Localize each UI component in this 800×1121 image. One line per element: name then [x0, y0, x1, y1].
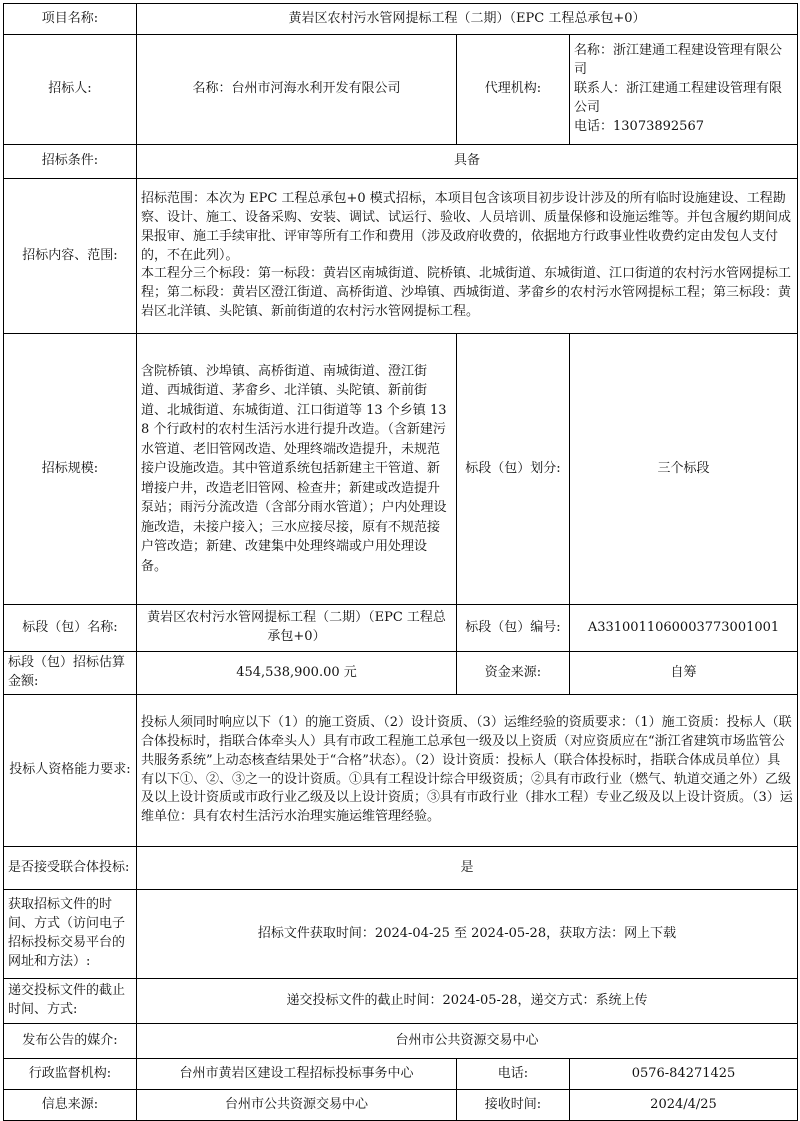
row-project-name [4, 4, 798, 35]
section-division-label: 标段（包）划分: [457, 334, 570, 605]
fund-source-label: 资金来源: [457, 652, 570, 695]
scope-value [137, 179, 798, 334]
row-scope [4, 179, 798, 334]
row-tenderer [4, 35, 798, 145]
scale-label: 招标规模: [4, 334, 137, 605]
tenderer-value: 名称：台州市河海水利开发有限公司 [137, 35, 457, 145]
agency-name: 名称：浙江建通工程建设管理有限公司 [574, 43, 783, 78]
row-media [4, 1024, 798, 1059]
scope-paragraph-2: 本工程分三个标段：第一标段：黄岩区南城街道、院桥镇、北城街道、东城街道、江口街道的农村污水管网提标工程；第二标段：黄岩区澄江街道、高桥街道、沙埠镇、西城街道、茅畲乡的农村污水管网提标工程；第三标段：黄岩区北洋镇、头陀镇、新前街道的农村污水管网提标工程。 [141, 266, 792, 320]
agency-details [570, 35, 798, 145]
media-label: 发布公告的媒介: [4, 1024, 137, 1059]
source-value: 台州市公共资源交易中心 [137, 1090, 457, 1121]
row-qualification [4, 695, 798, 847]
scope-paragraph-1: 招标范围：本次为 EPC 工程总承包+0 模式招标，本项目包含该项目初步设计涉及的所有临时设施建设、工程勘察、设计、施工、设备采购、安装、调试、试运行、验收、人员培训、质量保修和设施运维等。并包含履约期间成果报审、施工手续审批、评审等所有工作和费用（涉及政府收费的，依据地方行政事业性收费约定由发包人支付的，不在此列）。 [141, 191, 792, 263]
agency-label: 代理机构: [457, 35, 570, 145]
media-value: 台州市公共资源交易中心 [137, 1024, 798, 1059]
agency-contact: 联系人：浙江建通工程建设管理有限公司 [574, 81, 783, 115]
project-name-value: 黄岩区农村污水管网提标工程（二期）（EPC 工程总承包+0） [137, 4, 798, 35]
agency-phone: 电话：13073892567 [574, 118, 704, 134]
estimate-label: 标段（包）招标估算金额: [4, 652, 137, 695]
row-scale [4, 334, 798, 605]
supervision-phone-label: 电话: [457, 1059, 570, 1090]
tender-info-table [3, 3, 798, 1121]
deadline-value: 递交投标文件的截止时间：2024-05-28，递交方式：系统上传 [137, 979, 798, 1024]
fund-source-value: 自筹 [570, 652, 798, 695]
deadline-label: 递交投标文件的截止时间、方式: [4, 979, 137, 1024]
qualification-value: 投标人须同时响应以下（1）的施工资质、（2）设计资质、（3）运维经验的资质要求：（1）施工资质：投标人（联合体投标时，指联合体牵头人）具有市政工程施工总承包一级及以上资质（对应资质应在“浙江省建筑市场监管公共服务系统”上动态核查结果处于“合格”状态）。（2）设计资质：投标人（联合体投标时，指联合体成员单位）具有以下①、②、③之一的设计资质。①具有工程设计综合甲级资质；②具有市政行业（燃气、轨道交通之外）乙级及以上设计资质或市政行业乙级及以上设计资质；③具有市政行业（排水工程）专业乙级及以上设计资质。（3）运维单位：具有农村生活污水治理实施运维管理经验。 [137, 695, 798, 847]
row-obtain [4, 890, 798, 979]
row-estimate [4, 652, 798, 695]
supervision-label: 行政监督机构: [4, 1059, 137, 1090]
section-name-value: 黄岩区农村污水管网提标工程（二期）（EPC 工程总承包+0） [137, 605, 457, 652]
row-section-name [4, 605, 798, 652]
source-label: 信息来源: [4, 1090, 137, 1121]
row-source [4, 1090, 798, 1121]
row-deadline [4, 979, 798, 1024]
scale-value: 含院桥镇、沙埠镇、高桥街道、南城街道、澄江街道、西城街道、茅畲乡、北洋镇、头陀镇、新前街道、北城街道、东城街道、江口街道等 13 个乡镇 138 个行政村的农村生活污水进行提升改造。（含新建污水管道、老旧管网改造、处理终端改造提升，未规范接户设施改造。其中管道系统包括新建主干管道、新增接户井，改造老旧管网、检查井；新建或改造提升泵站；雨污分流改造（含部分雨水管道）；户内处理设施改造，未接户接入；三水应接尽接，原有不规范接户管改造；新建、改建集中处理终端或户用处理设备。 [137, 334, 457, 605]
qualification-label: 投标人资格能力要求: [4, 695, 137, 847]
obtain-label: 获取招标文件的时间、方式（访问电子招标投标交易平台的网址和方法）: [4, 890, 137, 979]
scope-label: 招标内容、范围: [4, 179, 137, 334]
estimate-value: 454,538,900.00 元 [137, 652, 457, 695]
section-code-value: A3310011060003773001001 [570, 605, 798, 652]
row-conditions [4, 145, 798, 179]
consortium-value: 是 [137, 847, 798, 890]
project-name-label: 项目名称: [4, 4, 137, 35]
supervision-value: 台州市黄岩区建设工程招标投标事务中心 [137, 1059, 457, 1090]
conditions-value: 具备 [137, 145, 798, 179]
tenderer-label: 招标人: [4, 35, 137, 145]
row-consortium [4, 847, 798, 890]
consortium-label: 是否接受联合体投标: [4, 847, 137, 890]
section-code-label: 标段（包）编号: [457, 605, 570, 652]
receive-time-value: 2024/4/25 [570, 1090, 798, 1121]
section-name-label: 标段（包）名称: [4, 605, 137, 652]
section-division-value: 三个标段 [570, 334, 798, 605]
supervision-phone-value: 0576-84271425 [570, 1059, 798, 1090]
obtain-value: 招标文件获取时间：2024-04-25 至 2024-05-28，获取方法：网上下载 [137, 890, 798, 979]
receive-time-label: 接收时间: [457, 1090, 570, 1121]
conditions-label: 招标条件: [4, 145, 137, 179]
row-supervision [4, 1059, 798, 1090]
